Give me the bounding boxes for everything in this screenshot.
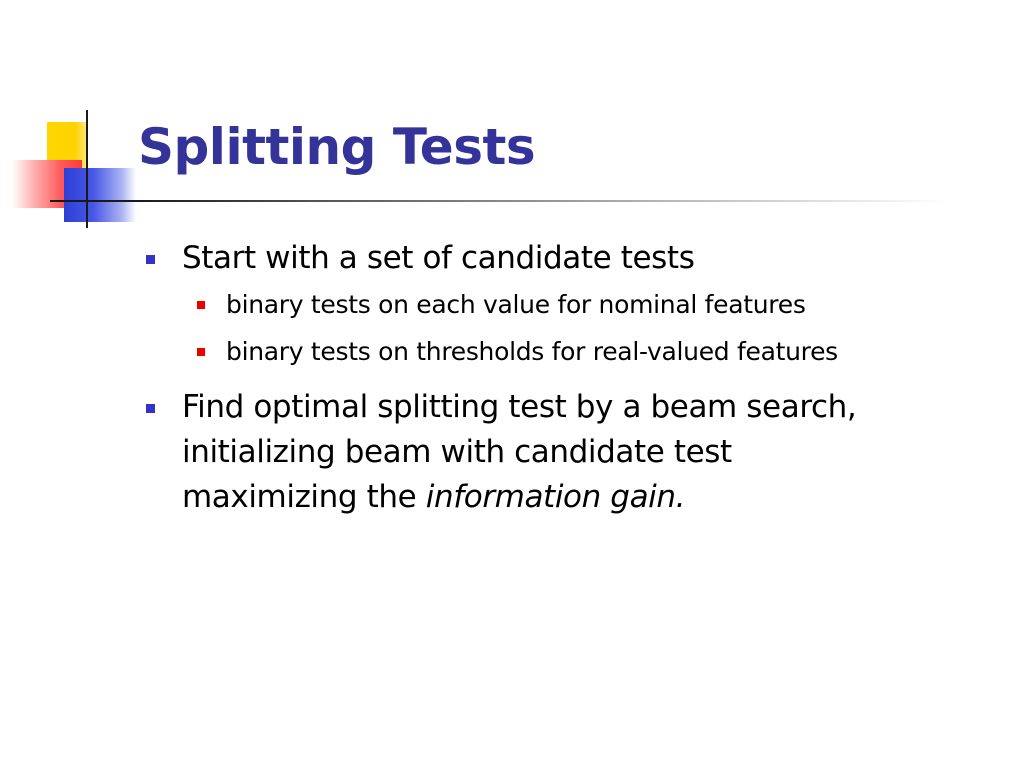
- bullet-text-line: Find optimal splitting test by a beam search,: [182, 389, 857, 425]
- bullet-item: [142, 236, 1002, 281]
- vertical-rule: [86, 110, 88, 228]
- sub-bullet-text: binary tests on each value for nominal features: [226, 290, 806, 319]
- slide-title: Splitting Tests: [138, 118, 536, 176]
- sub-bullet-item: [142, 281, 1002, 328]
- bullet-text-line: maximizing the: [182, 479, 417, 515]
- slide-body: [142, 236, 1002, 520]
- square-bullet-icon: [197, 348, 205, 356]
- square-bullet-icon: [197, 301, 205, 309]
- blue-square-decoration: [64, 168, 136, 222]
- square-bullet-icon: [146, 404, 155, 413]
- bullet-text: Start with a set of candidate tests: [182, 240, 695, 276]
- bullet-text-line: initializing beam with candidate test: [182, 434, 732, 470]
- emphasized-term: information gain.: [425, 479, 686, 515]
- title-underline-rule: [50, 200, 950, 202]
- sub-bullet-item: [142, 328, 1002, 375]
- title-decoration: [0, 0, 140, 240]
- square-bullet-icon: [146, 255, 155, 264]
- bullet-item: [142, 385, 1002, 520]
- sub-bullet-text: binary tests on thresholds for real-valued features: [226, 337, 838, 366]
